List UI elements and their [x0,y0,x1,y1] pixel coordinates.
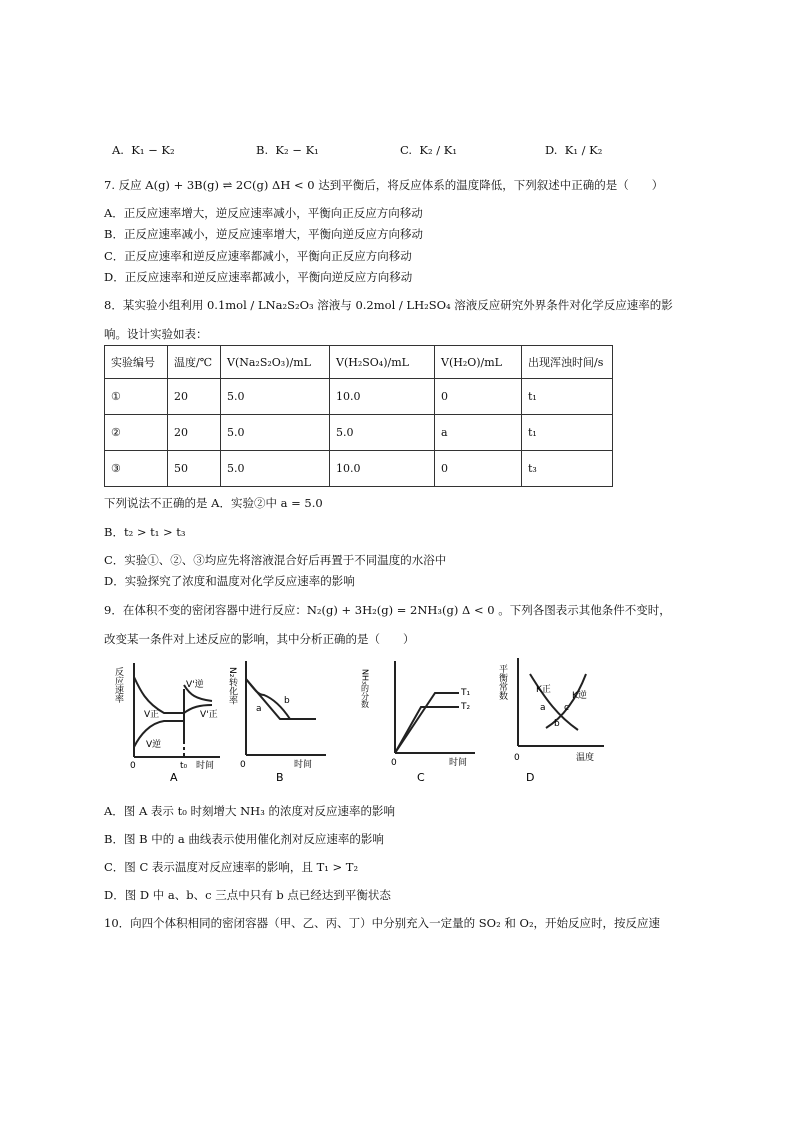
q8-after-table: 下列说法不正确的是 A．实验②中 a = 5.0 [104,496,323,510]
q9-option-b: B．图 B 中的 a 曲线表示使用催化剂对反应速率的影响 [104,832,384,846]
q8-stem-line1: 8．某实验小组利用 0.1mol / LNa₂S₂O₃ 溶液与 0.2mol / LH₂SO₄ 溶液反应研究外界条件对化学反应速率的影 [104,298,673,312]
graph-d-caption: D [526,771,535,784]
table-header-cell: 温度/℃ [168,346,221,379]
table-cell: 10.0 [330,379,435,415]
q7-option-c: C．正反应速率和逆反应速率都减小，平衡向正反应方向移动 [104,249,412,263]
q9-option-c: C．图 C 表示温度对反应速率的影响，且 T₁ > T₂ [104,860,359,874]
q8-stem-line2: 响。设计实验如表： [104,327,208,341]
graph-c [360,655,480,784]
table-header-row [105,346,613,379]
q9-stem-line1: 9．在体积不变的密闭容器中进行反应：N₂(g) + 3H₂(g) = 2NH₃(g) Δ < 0 。下列各图表示其他条件不变时， [104,603,671,617]
q9-option-d: D．图 D 中 a、b、c 三点中只有 b 点已经达到平衡状态 [104,888,391,902]
table-cell: ② [105,415,168,451]
table-cell: 0 [435,451,522,487]
q7-stem: 7. 反应 A(g) + 3B(g) ⇌ 2C(g) ΔH < 0 达到平衡后，将反应体系的温度降低，下列叙述中正确的是（ ） [104,178,664,192]
q10-stem: 10．向四个体积相同的密闭容器（甲、乙、丙、丁）中分别充入一定量的 SO₂ 和 O₂，开始反应时，按反应速 [104,916,661,930]
graph-d-a: a [540,703,546,713]
graph-b-origin: 0 [240,760,246,770]
table-cell: t₁ [522,379,613,415]
graph-b [227,655,332,784]
q6-option-c: C. K₂ / K₁ [400,143,457,157]
q8-option-d: D．实验探究了浓度和温度对化学反应速率的影响 [104,574,355,588]
table-cell: 20 [168,379,221,415]
graph-c-ylabel: NH₃的分数 [360,669,370,709]
table-header-cell: V(Na₂S₂O₃)/mL [221,346,330,379]
table-row [105,415,613,451]
table-cell: 5.0 [221,451,330,487]
table-cell: t₁ [522,415,613,451]
q7-option-a: A．正反应速率增大，逆反应速率减小，平衡向正反应方向移动 [104,206,423,220]
table-header-cell: 出现浑浊时间/s [522,346,613,379]
table-cell: 5.0 [221,379,330,415]
table-cell: 0 [435,379,522,415]
graph-d-c: c [564,703,569,713]
graph-b-a: a [256,704,262,714]
table-cell: a [435,415,522,451]
graph-a-v-rev-prime: V'正 [200,710,218,720]
graph-a-origin: 0 [130,761,136,771]
graph-b-xlabel: 时间 [294,760,313,770]
graph-a-v-rev: V逆 [146,740,162,750]
graph-d-b: b [554,719,560,729]
q6-option-a: A. K₁ − K₂ [112,143,175,157]
graph-a-v-fwd-prime: V'逆 [186,680,204,690]
graph-a-ylabel: 反应速率 [113,667,123,703]
q8-option-c: C．实验①、②、③均应先将溶液混合好后再置于不同温度的水浴中 [104,553,447,567]
table-cell: ③ [105,451,168,487]
table-cell: ① [105,379,168,415]
table-cell: 5.0 [221,415,330,451]
table-cell: 5.0 [330,415,435,451]
table-row [105,379,613,415]
q9-option-a: A．图 A 表示 t₀ 时刻增大 NH₃ 的浓度对反应速率的影响 [104,804,395,818]
table-cell: 10.0 [330,451,435,487]
graph-c-caption: C [417,771,425,784]
q6-option-d: D. K₁ / K₂ [545,143,603,157]
graph-a [112,655,227,783]
graph-d-origin: 0 [514,753,520,763]
graph-a-v-fwd: V正 [144,710,160,720]
graph-c-origin: 0 [391,758,397,768]
table-cell: 50 [168,451,221,487]
table-header-cell: 实验编号 [105,346,168,379]
table-header-cell: V(H₂O)/mL [435,346,522,379]
graph-c-xlabel: 时间 [449,758,468,768]
graph-d-ylabel: 平衡常数 [497,664,507,700]
graph-d-kn: K逆 [572,691,587,701]
experiment-table [104,345,613,487]
table-cell: t₃ [522,451,613,487]
graph-a-xlabel: 时间 [196,761,215,771]
table-row [105,451,613,487]
graph-c-t1: T₁ [461,688,471,698]
graph-d-xlabel: 温度 [576,753,595,763]
q9-stem-line2: 改变某一条件对上述反应的影响，其中分析正确的是（ ） [104,632,415,646]
graph-a-t0: t₀ [180,761,188,771]
graph-d-kz: K正 [536,685,551,695]
table-cell: 20 [168,415,221,451]
graph-b-b: b [284,696,290,706]
graph-d [497,652,610,784]
q6-option-b: B. K₂ − K₁ [256,143,319,157]
q8-option-b: B．t₂ > t₁ > t₃ [104,525,186,539]
graph-b-ylabel: N₂转化率 [227,667,237,705]
table-header-cell: V(H₂SO₄)/mL [330,346,435,379]
graph-a-caption: A [170,771,178,784]
graph-c-t2: T₂ [461,702,471,712]
q7-option-d: D．正反应速率和逆反应速率都减小，平衡向逆反应方向移动 [104,270,413,284]
q7-option-b: B．正反应速率减小，逆反应速率增大，平衡向逆反应方向移动 [104,227,423,241]
graph-b-caption: B [276,771,284,784]
